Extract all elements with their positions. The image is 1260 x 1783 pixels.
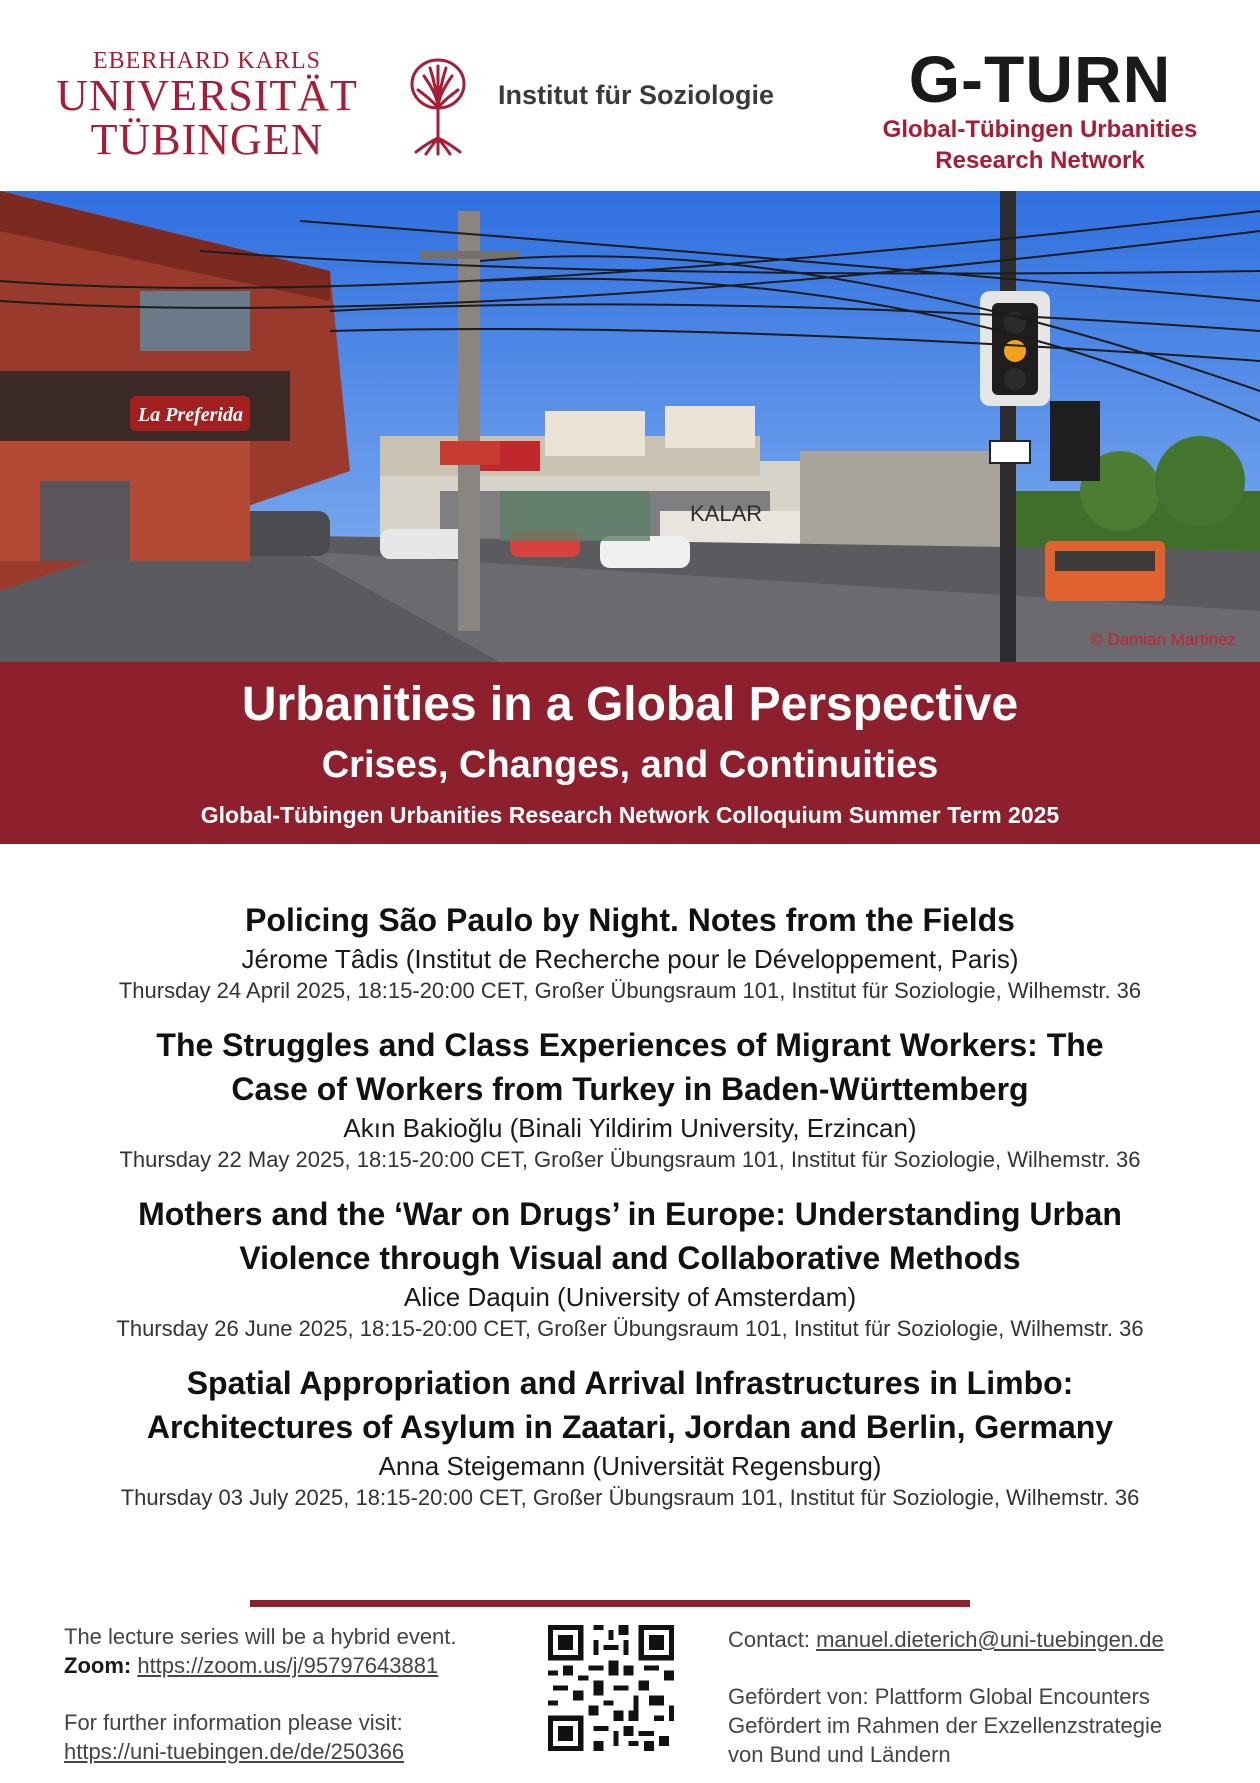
- contact-label: Contact:: [728, 1627, 810, 1652]
- talk-item: [20, 1361, 1240, 1513]
- zoom-label: Zoom:: [64, 1653, 132, 1678]
- series-subtitle: Crises, Changes, and Continuities: [321, 744, 939, 786]
- graffiti-text: KALAR: [690, 501, 763, 526]
- footer-divider: [250, 1600, 970, 1607]
- photo-credit: © Damian Martinez: [1090, 630, 1236, 649]
- talk-item: [20, 898, 1240, 1006]
- funding-line2: Gefördert im Rahmen der Exzellenzstrategie: [728, 1713, 1163, 1738]
- street-scene-image: [0, 191, 1260, 662]
- institute-name: Institut für Soziologie: [498, 80, 774, 110]
- uni-logo-line1: EBERHARD KARLS: [92, 48, 322, 74]
- talk-date-location: Thursday 03 July 2025, 18:15-20:00 CET, Großer Übungsraum 101, Institut für Soziologie, Wilhemstr. 36: [120, 1485, 1140, 1510]
- talk-date-location: Thursday 26 June 2025, 18:15-20:00 CET, Großer Übungsraum 101, Institut für Soziologie, Wilhemstr. 36: [116, 1316, 1144, 1341]
- street-photo: [0, 191, 1260, 662]
- talk-title-line2: Case of Workers from Turkey in Baden-Württemberg: [231, 1071, 1029, 1107]
- zoom-line: [64, 1651, 524, 1680]
- talk-speaker: Akın Bakioğlu (Binali Yildirim University, Erzincan): [343, 1113, 917, 1143]
- zoom-link[interactable]: https://zoom.us/j/95797643881: [137, 1653, 439, 1678]
- contact-line: [728, 1625, 1248, 1654]
- series-title: Urbanities in a Global Perspective: [241, 678, 1019, 731]
- funding-line1: Gefördert von: Plattform Global Encounters: [728, 1684, 1150, 1709]
- gturn-logo: [850, 44, 1230, 176]
- university-logo: [52, 48, 362, 162]
- talk-title-line1: The Struggles and Class Experiences of Migrant Workers: The: [156, 1027, 1104, 1063]
- uni-logo-line2: UNIVERSITÄT: [56, 71, 358, 120]
- gturn-subtitle-line1: Global-Tübingen Urbanities: [882, 116, 1198, 143]
- palm-tree-logo-icon: [408, 56, 468, 156]
- talk-title-line1: Spatial Appropriation and Arrival Infrastructures in Limbo:: [186, 1365, 1074, 1401]
- talk-date-location: Thursday 24 April 2025, 18:15-20:00 CET, Großer Übungsraum 101, Institut für Soziologie, Wilhemstr. 36: [118, 978, 1142, 1003]
- contact-email-link[interactable]: manuel.dieterich@uni-tuebingen.de: [816, 1627, 1164, 1652]
- gturn-title: G-TURN: [908, 42, 1172, 116]
- talk-speaker: Anna Steigemann (Universität Regensburg): [378, 1451, 882, 1481]
- funding-line3: von Bund und Ländern: [728, 1742, 951, 1767]
- talk-title-line2: Architectures of Asylum in Zaatari, Jordan and Berlin, Germany: [146, 1409, 1114, 1445]
- talk-title: Policing São Paulo by Night. Notes from the Fields: [245, 902, 1015, 938]
- talk-item: [20, 1023, 1240, 1175]
- header: [0, 0, 1260, 186]
- qr-code-icon[interactable]: [548, 1625, 674, 1751]
- footer-info: [64, 1622, 524, 1766]
- hybrid-note: The lecture series will be a hybrid event.: [64, 1624, 457, 1649]
- info-note: For further information please visit:: [64, 1710, 403, 1735]
- shop-sign-text: La Preferida: [138, 404, 243, 426]
- talk-speaker: Jérome Tâdis (Institut de Recherche pour le Développement, Paris): [241, 944, 1019, 974]
- talk-speaker: Alice Daquin (University of Amsterdam): [403, 1282, 857, 1312]
- info-link[interactable]: https://uni-tuebingen.de/de/250366: [64, 1739, 405, 1764]
- footer-contact: [728, 1625, 1248, 1769]
- title-banner: [0, 662, 1260, 844]
- uni-logo-line3: TÜBINGEN: [90, 115, 324, 164]
- talk-title-line2: Violence through Visual and Collaborative Methods: [239, 1240, 1021, 1276]
- talk-date-location: Thursday 22 May 2025, 18:15-20:00 CET, Großer Übungsraum 101, Institut für Soziologie, Wilhemstr. 36: [119, 1147, 1141, 1172]
- gturn-subtitle-line2: Research Network: [935, 147, 1145, 174]
- talk-item: [20, 1192, 1240, 1344]
- series-note: Global-Tübingen Urbanities Research Network Colloquium Summer Term 2025: [200, 802, 1060, 828]
- talk-title-line1: Mothers and the ‘War on Drugs’ in Europe: Understanding Urban: [138, 1196, 1122, 1232]
- talk-list: [20, 898, 1240, 1530]
